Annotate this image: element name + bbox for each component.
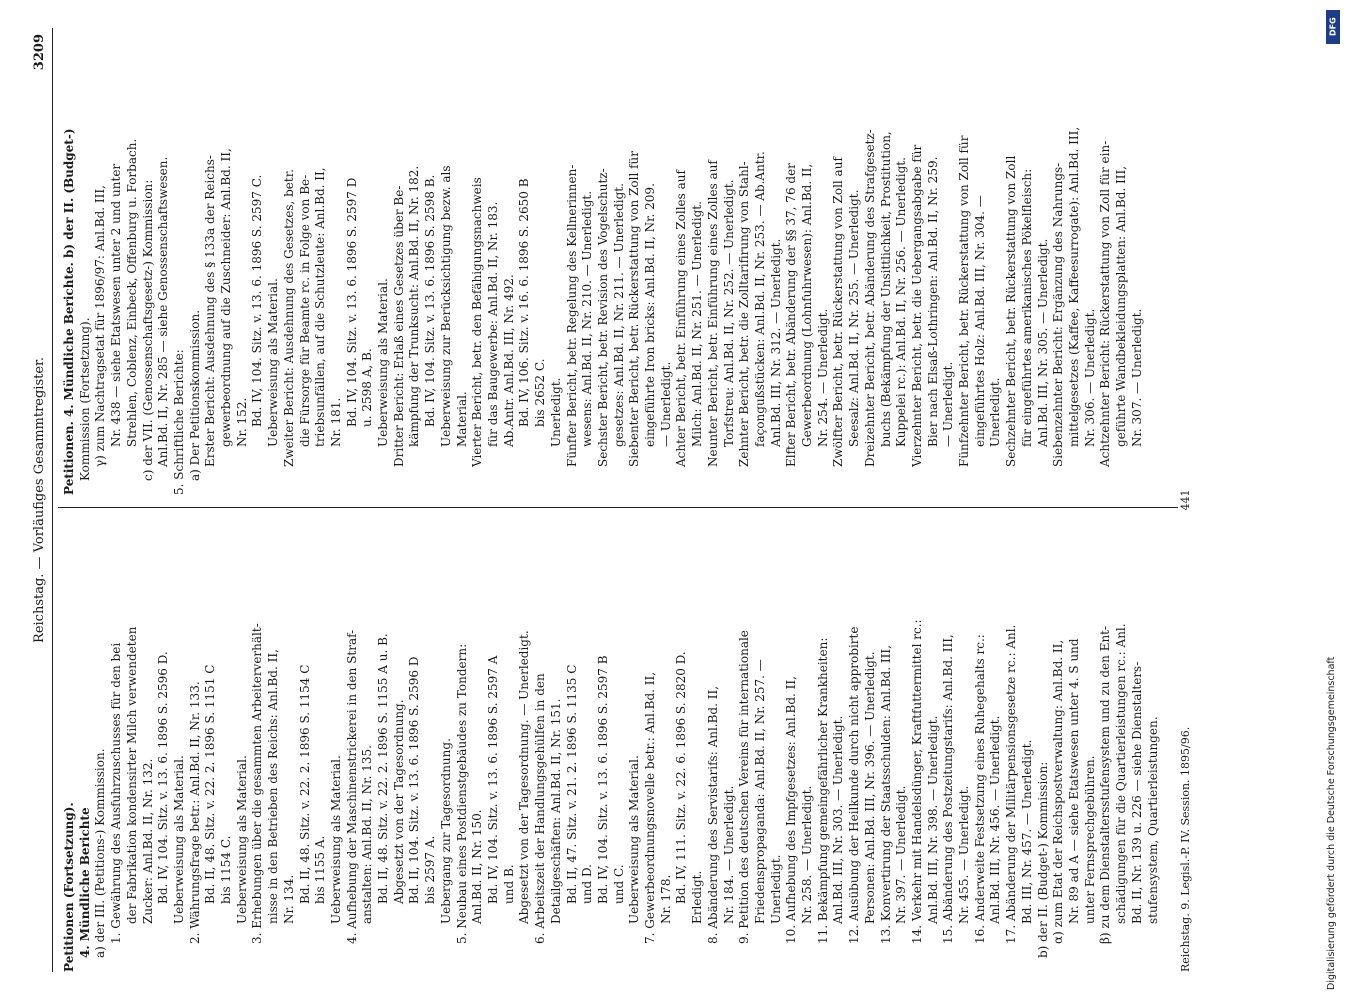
register-entry-line: für das Baugewerbe: Anl.Bd. II, Nr. 183.	[485, 201, 500, 447]
register-entry-line: Nr. 89 ad A — siehe Etatswesen unter 4. S und	[1067, 638, 1081, 924]
register-entry-line: Sechster Bericht, betr. Revision des Vogelschutz-	[595, 168, 610, 467]
register-entry-line: Anl.Bd. II, Nr. 150.	[470, 809, 485, 924]
register-entry-line: façongußstücken: Anl.Bd. II, Nr. 253. — Ab.Antr.	[752, 151, 767, 447]
register-entry-line: 15. Abänderung des Postzeitungstarifs: Anl.Bd. III,	[941, 634, 956, 944]
register-entry-line: Ueberweisung als Material.	[234, 755, 249, 924]
register-entry-line: γ) zum Nachtragsetat für 1896/97: Anl.Bd. III,	[93, 185, 108, 467]
register-entry-line: stufensystem, Quartierleistungen.	[1145, 716, 1160, 924]
register-entry-line: Seesalz: Anl.Bd. II, Nr. 255. — Unerledigt.	[847, 189, 862, 447]
right-column	[62, 40, 1172, 495]
register-entry-line: bis 2652 C.	[533, 358, 548, 427]
register-entry-line: Nr. 455. — Unerledigt.	[957, 785, 972, 924]
register-entry-line: Strehlen, Coblenz, Einbeck, Offenburg u. Forbach.	[124, 138, 139, 447]
register-entry-line: Bd. IV, 104. Sitz. v. 13. 6. 1896 S. 2596 D.	[156, 651, 171, 904]
register-entry-line: Bd. II, Nr. 139 u. 226 — siehe Dienstalters-	[1129, 661, 1144, 924]
register-entry-line: Bd. IV, 104. Sitz. v. 13. 6. 1896 S. 2597 D	[344, 177, 359, 427]
register-entry-line: Fünfzehnter Bericht, betr. Rückerstattung von Zoll für	[957, 135, 972, 467]
register-entry-line: Zucker: Anl.Bd. II, Nr. 132.	[140, 758, 155, 924]
register-entry-line: Elfter Bericht, betr. Abänderung der §§ 37, 76 der	[784, 163, 799, 467]
register-entry-line: 10. Aufhebung des Impfgesetzes: Anl.Bd. II,	[784, 676, 799, 944]
register-entry-line: Bd. II, 104. Sitz. v. 13. 6. 1896 S. 2596 D	[407, 656, 422, 904]
register-entry-line: Fünfter Bericht, betr. Regelung des Kellnerinnen-	[564, 164, 579, 467]
register-entry-line: Dritter Bericht: Erlaß eines Gesetzes über Be-	[391, 185, 406, 467]
register-entry-line: Zwölfter Bericht, betr. Rückerstattung von Zoll auf	[831, 157, 846, 467]
register-entry-line: u. 2598 A, B.	[360, 348, 375, 427]
register-entry-line: der Fabrikation kondensirter Milch verwendeten	[124, 626, 139, 924]
register-entry-line: Unerledigt.	[768, 854, 783, 924]
page-header	[32, 28, 54, 972]
register-entry-line: α) zum Etat der Reichspostverwaltung: Anl.Bd. II,	[1051, 639, 1066, 944]
register-entry-line: Abgesetzt von der Tagesordnung.	[391, 699, 406, 904]
register-entry-line: 17. Abänderung der Militärpensionsgesetze rc.: Anl.	[1004, 624, 1019, 944]
register-entry-line: Bd. III, Nr. 457. — Unerledigt.	[1019, 739, 1034, 924]
register-entry-line: Erster Bericht: Ausdehnung des § 133a der Reichs-	[203, 155, 218, 467]
page-title: Reichstag. — Vorläufiges Gesammtregister.	[32, 357, 47, 643]
register-entry-line: 2. Währungsfrage betr.: Anl.Bd. II, Nr. 133.	[187, 681, 202, 944]
register-entry-line: Vierzehnter Bericht, betr. die Uebergangsabgabe für	[909, 144, 924, 467]
register-entry-line: a) der III. (Petitions-) Kommission.	[93, 748, 108, 958]
register-entry-line: Bd. II, 48. Sitz. v. 22. 2. 1896 S. 1154 C	[297, 664, 312, 904]
register-entry-line: Bd. II, 47. Sitz. v. 21. 2. 1896 S. 1135 C	[564, 664, 579, 904]
footer-sheet-number: 441	[1179, 489, 1192, 511]
register-entry-line: — Unerledigt.	[941, 361, 956, 447]
register-entry-line: Ueberweisung als Material.	[171, 755, 186, 924]
register-entry-line: Gewerbeordnung (Lohnfuhrwesen): Anl.Bd. II,	[800, 163, 815, 447]
register-entry-line: Ueberweisung als Material.	[376, 278, 391, 447]
register-entry-line: Nr. 397. — Unerledigt.	[894, 785, 909, 924]
register-entry-line: gesetzes: Anl.Bd. II, Nr. 211. — Unerledigt.	[611, 183, 626, 447]
register-entry-line: a) Der Petitionskommission.	[187, 309, 202, 481]
register-entry-line: Dreizehnter Bericht, betr. Abänderung des Strafgesetz-	[862, 129, 877, 467]
column-divider	[58, 507, 1178, 508]
register-entry-line: Material.	[454, 391, 469, 447]
register-entry-line: Anl.Bd. III, Nr. 312. — Unerledigt.	[768, 238, 783, 447]
register-entry-line: 4. Aufhebung der Maschinenstrickerei in den Straf-	[344, 629, 359, 944]
register-entry-line: und B.	[501, 864, 516, 904]
register-entry-line: Anl.Bd. II, Nr. 285 — siehe Genossenschaftswesen.	[156, 156, 171, 467]
page-number: 3209	[32, 34, 47, 71]
register-entry-line: Personen: Anl.Bd. III, Nr. 396. — Unerledigt.	[862, 651, 877, 924]
register-entry-line: 6. Arbeitszeit der Handlungsgehülfen in den	[533, 673, 548, 944]
register-entry-line: Bd. IV, 104. Sitz. v. 13. 6. 1896 S. 2597 B	[595, 655, 610, 904]
register-entry-line: 3. Erhebungen über die gesammten Arbeiterverhält-	[250, 623, 265, 944]
register-entry-line: Bd. II, 48. Sitz. v. 22. 2. 1896 S. 1155 A u. B.	[376, 633, 391, 904]
register-entry-line: Anl.Bd. III, Nr. 305. — Unerledigt.	[1035, 238, 1050, 447]
register-entry-line: Detailgeschäften: Anl.Bd. II, Nr. 151.	[548, 698, 563, 924]
register-entry-line: schädigungen für die Quartierleistungen rc.: Anl.	[1114, 623, 1129, 924]
register-entry-line: gewerbeordnung auf die Zuschneider: Anl.Bd. II,	[219, 148, 234, 447]
register-entry-line: Bd. IV, 104. Sitz. v. 13. 6. 1896 S. 2597 C.	[250, 174, 265, 427]
register-entry-line: Bier nach Elsaß-Lothringen: Anl.Bd. II, Nr. 259.	[925, 156, 940, 447]
register-entry-line: Uebergang zur Tagesordnung.	[438, 738, 453, 924]
register-entry-line: 11. Bekämpfung gemeingefährlicher Krankheiten:	[815, 637, 830, 944]
register-entry-line: c) der VII. (Genossenschaftsgesetz-) Kommission:	[140, 179, 155, 481]
register-entry-line: Ab.Antr. Anl.Bd. III, Nr. 492.	[501, 274, 516, 447]
register-entry-line: Vierter Bericht, betr. den Befähigungsnachweis	[470, 177, 485, 467]
register-entry-line: geführte Wandbekleidungsplatten: Anl.Bd. III,	[1114, 165, 1129, 447]
register-entry-line: unter Fernsprechgebühren.	[1082, 755, 1097, 924]
register-entry-line: β) zu dem Dienstaltersstufensystem und zu den Ent-	[1098, 625, 1113, 944]
register-entry-line: Siebenter Bericht, betr. Rückerstattung von Zoll für	[627, 150, 642, 467]
register-entry-line: Bd. IV, 106. Sitz. v. 16. 6. 1896 S. 2650 B	[517, 178, 532, 427]
register-entry-line: 5. Neubau eines Postdienstgebäudes zu Tondern:	[454, 643, 469, 944]
header-rule	[52, 28, 53, 972]
register-entry-line: Ueberweisung als Material.	[266, 278, 281, 447]
register-entry-line: — Unerledigt.	[658, 361, 673, 447]
register-entry-line: und D.	[580, 864, 595, 904]
register-entry-line: Nr. 254. — Unerledigt.	[815, 308, 830, 447]
register-entry-line: 1. Gewährung des Ausfuhrzuschusses für den bei	[109, 642, 124, 944]
register-entry-line: Sechzehnter Bericht, betr. Rückerstattung von Zoll	[1004, 155, 1019, 467]
register-entry-line: mittelgesetzes (Kaffee, Kaffeesurrogate): Anl.Bd. III,	[1067, 126, 1081, 447]
register-entry-line: Nr. 178.	[658, 874, 673, 924]
register-entry-line: triebsunfällen, auf die Schutzleute: Anl.Bd. II,	[313, 167, 328, 447]
register-entry-line: Anl.Bd. III, Nr. 398. — Unerledigt.	[925, 715, 940, 924]
register-entry-line: Bd. IV, 104. Sitz. v. 13. 6. 1896 S. 2598 B.	[423, 174, 438, 427]
register-entry-line: Nr. 134.	[281, 874, 296, 924]
register-entry-line: Anl.Bd. III, Nr. 303. — Unerledigt.	[831, 715, 846, 924]
register-entry-line: Erledigt.	[690, 870, 705, 924]
register-entry-line: Nr. 306. — Unerledigt.	[1082, 308, 1097, 447]
left-column	[62, 517, 1172, 972]
register-entry-line: Ueberweisung als Material.	[328, 755, 343, 924]
register-entry-line: Nr. 258. — Unerledigt.	[800, 785, 815, 924]
register-entry-line: 8. Abänderung des Servistarifs: Anl.Bd. II,	[705, 685, 720, 944]
register-entry-line: Nr. 438 — siehe Etatswesen unter 2 und unter	[109, 163, 124, 447]
register-entry-line: 12. Ausübung der Heilkunde durch nicht approbirte	[847, 626, 862, 944]
register-entry-line: bis 2597 A.	[423, 835, 438, 904]
register-entry-line: Unerledigt.	[988, 377, 1003, 447]
register-entry-line: eingeführtes Holz: Anl.Bd. III, Nr. 304. —	[972, 195, 987, 447]
register-entry-line: Bd. IV, 104. Sitz. v. 13. 6. 1896 S. 2597 A	[485, 655, 500, 904]
register-entry-line: Zweiter Bericht: Ausdehnung des Gesetzes, betr.	[281, 169, 296, 467]
register-entry-line: kämpfung der Trunksucht: Anl.Bd. II, Nr. 182.	[407, 165, 422, 447]
register-entry-line: 14. Verkehr mit Handelsdünger, Kraftfuttermittel rc.:	[909, 619, 924, 944]
register-entry-line: Anl.Bd. III, Nr. 456. — Unerledigt.	[988, 715, 1003, 924]
register-entry-line: Kuppelei rc.): Anl.Bd. II, Nr. 256. — Unerledigt.	[894, 157, 909, 447]
register-entry-line: für eingeführtes amerikanisches Pökelfleisch:	[1019, 168, 1034, 447]
register-entry-line: Nr. 184. — Unerledigt.	[721, 785, 736, 924]
register-entry-line: 5. Schriftliche Berichte:	[171, 349, 186, 495]
register-entry-line: und C.	[611, 864, 626, 904]
register-entry-line: 13. Konvertirung der Staatsschulden: Anl.Bd. III,	[878, 645, 893, 944]
register-entry-line: 7. Gewerbeordnungsnovelle betr.: Anl.Bd. II,	[643, 671, 658, 944]
dfg-logo: DFG	[1326, 10, 1340, 44]
register-entry-line: buchs (Bekämpfung der Unsittlichkeit, Prostitution,	[878, 131, 893, 447]
register-entry-line: Kommission (Fortsetzung).	[77, 317, 92, 481]
register-entry-line: 4. Mündliche Berichte	[77, 807, 92, 958]
register-entry-line: bis 1155 A.	[313, 835, 328, 904]
register-entry-line: Petitionen (Fortsetzung).	[62, 802, 76, 972]
register-entry-line: die Fürsorge für Beamte rc. in Folge von Be-	[297, 174, 312, 447]
register-entry-line: anstalten: Anl.Bd. II, Nr. 135.	[360, 745, 375, 924]
register-entry-line: nisse in den Betrieben des Reichs: Anl.Bd. II,	[266, 649, 281, 924]
register-entry-line: Friedenspropaganda: Anl.Bd. II, Nr. 257. —	[752, 659, 767, 924]
register-entry-line: Abgesetzt von der Tagesordnung. — Unerledigt.	[517, 630, 532, 924]
credit-text: Digitalisierung gefördert durch die Deutsche Forschungsgemeinschaft	[1326, 656, 1337, 990]
register-entry-line: Siebenzehnter Bericht: Ergänzung des Nahrungs-	[1051, 162, 1066, 467]
register-entry-line: 9. Petition des deutschen Vereins für internationale	[737, 630, 752, 944]
register-entry-line: Achter Bericht, betr. Einführung eines Zolles auf	[674, 170, 689, 467]
register-entry-line: Milch: Anl.Bd. II, Nr. 251. — Unerledigt.	[690, 201, 705, 447]
register-page	[22, 0, 1282, 1000]
footer-session: Reichstag. 9. Legisl.-P. IV. Session. 1895/96.	[1179, 726, 1192, 972]
register-entry-line: wesens: Anl.Bd. II, Nr. 210. — Unerledigt.	[580, 190, 595, 447]
register-entry-line: Bd. II, 48. Sitz. v. 22. 2. 1896 S. 1151 C	[203, 664, 218, 904]
register-entry-line: Nr. 152.	[234, 397, 249, 447]
register-entry-line: Ueberweisung zur Berücksichtigung bezw. als	[438, 165, 453, 447]
register-entry-line: Nr. 181.	[328, 397, 343, 447]
register-entry-line: Bd. IV, 111. Sitz. v. 22. 6. 1896 S. 2820 D.	[674, 651, 689, 904]
register-entry-line: Torfstreu: Anl.Bd. II, Nr. 252. — Unerledigt.	[721, 179, 736, 447]
register-entry-line: Achtzehnter Bericht: Rückerstattung von Zoll für ein-	[1098, 140, 1113, 467]
register-entry-line: eingeführte Iron bricks: Anl.Bd. II, Nr. 209.	[643, 183, 658, 447]
register-entry-line: Ueberweisung als Material.	[627, 755, 642, 924]
register-entry-line: 16. Anderweite Festsetzung eines Ruhegehalts rc.:	[972, 634, 987, 944]
register-entry-line: b) der II. (Budget-) Kommission:	[1035, 761, 1050, 958]
register-entry-line: Neunter Bericht, betr. Einführung eines Zolles auf	[705, 160, 720, 467]
register-entry-line: bis 1154 C.	[219, 835, 234, 904]
register-entry-line: Zehnter Bericht, betr. die Zolltarifirung von Stahl-	[737, 161, 752, 467]
register-entry-line: Unerledigt.	[548, 377, 563, 447]
register-entry-line: Petitionen. 4. Mündliche Berichte. b) der II. (Budget-)	[62, 128, 76, 495]
digitization-credit	[1322, 0, 1348, 1000]
register-entry-line: Nr. 307. — Unerledigt.	[1129, 308, 1144, 447]
